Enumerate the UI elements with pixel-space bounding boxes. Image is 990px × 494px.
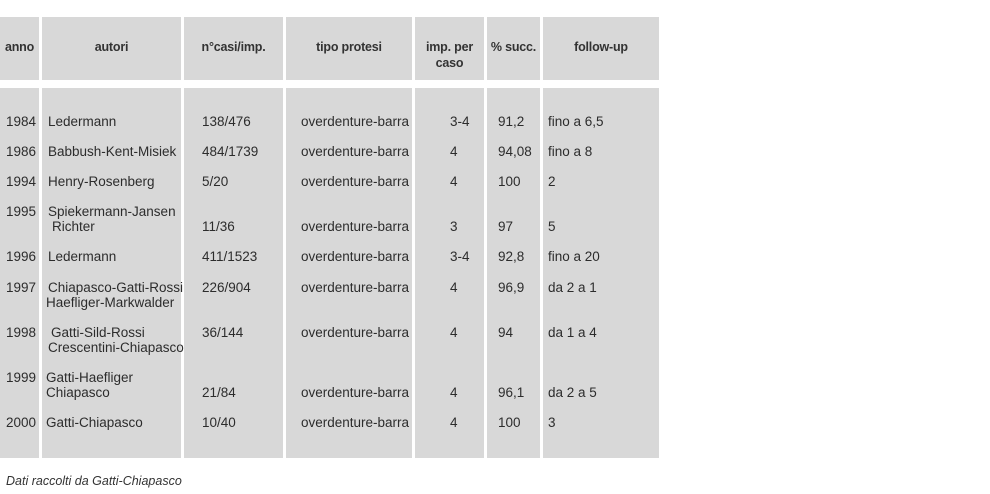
header-follow-up: follow-up <box>543 17 659 80</box>
cell-ncasi: 138/476 <box>202 114 251 129</box>
cell-follow: fino a 20 <box>548 249 600 264</box>
cell-ncasi: 11/36 <box>202 219 235 234</box>
cell-tipo: overdenture-barra <box>301 249 410 264</box>
cell-follow: 5 <box>548 219 556 234</box>
cell-imp: 4 <box>450 385 458 400</box>
cell-anno: 1996 <box>6 249 37 264</box>
cell-imp: 4 <box>450 144 458 159</box>
cell-succ: 96,9 <box>498 280 525 295</box>
cell-anno: 1999 <box>6 370 37 385</box>
cell-tipo: overdenture-barra <box>301 385 410 400</box>
cell-succ: 91,2 <box>498 114 525 129</box>
cell-follow: da 2 a 5 <box>548 385 597 400</box>
cell-autori: Spiekermann-Jansen <box>48 204 176 219</box>
cell-imp: 4 <box>450 325 458 340</box>
cell-anno: 1997 <box>6 280 37 295</box>
header-ncasi: n°casi/imp. <box>184 17 283 80</box>
cell-succ: 100 <box>498 174 521 189</box>
cell-anno: 1984 <box>6 114 37 129</box>
cell-imp: 3 <box>450 219 458 234</box>
header-autori: autori <box>42 17 181 80</box>
cell-tipo: overdenture-barra <box>301 114 410 129</box>
header-imp-per-caso: imp. per caso <box>415 17 484 80</box>
cell-tipo: overdenture-barra <box>301 280 410 295</box>
cell-follow: da 1 a 4 <box>548 325 597 340</box>
header-anno: anno <box>0 17 39 80</box>
cell-tipo: overdenture-barra <box>301 174 410 189</box>
cell-succ: 94 <box>498 325 514 340</box>
cell-ncasi: 21/84 <box>202 385 236 400</box>
cell-autori: Henry-Rosenberg <box>48 174 155 189</box>
cell-ncasi: 5/20 <box>202 174 229 189</box>
cell-ncasi: 411/1523 <box>202 249 258 264</box>
cell-autori: Ledermann <box>48 114 117 129</box>
cell-follow: 3 <box>548 415 556 430</box>
cell-follow: fino a 6,5 <box>548 114 604 129</box>
cell-imp: 3-4 <box>450 114 470 129</box>
cell-tipo: overdenture-barra <box>301 219 410 234</box>
cell-autori: Babbush-Kent-Misiek <box>48 144 177 159</box>
cell-anno: 2000 <box>6 415 37 430</box>
cell-autori: Ledermann <box>48 249 117 264</box>
cell-autori: Gatti-Haefliger <box>46 370 134 385</box>
cell-tipo: overdenture-barra <box>301 144 410 159</box>
cell-follow: da 2 a 1 <box>548 280 597 295</box>
cell-autori: Gatti-Chiapasco <box>46 415 143 430</box>
cell-succ: 96,1 <box>498 385 525 400</box>
cell-follow: 2 <box>548 174 556 189</box>
table-caption: Dati raccolti da Gatti-Chiapasco <box>6 474 182 488</box>
cell-ncasi: 36/144 <box>202 325 244 340</box>
cell-imp: 4 <box>450 415 458 430</box>
cell-ncasi: 10/40 <box>202 415 236 430</box>
cell-follow: fino a 8 <box>548 144 593 159</box>
cell-ncasi: 226/904 <box>202 280 251 295</box>
cell-autori-line2: Richter <box>52 219 95 234</box>
cell-tipo: overdenture-barra <box>301 415 410 430</box>
results-table <box>0 17 659 458</box>
cell-anno: 1998 <box>6 325 37 340</box>
cell-anno: 1994 <box>6 174 37 189</box>
cell-succ: 97 <box>498 219 514 234</box>
cell-autori-line2: Chiapasco <box>46 385 110 400</box>
cell-autori: Chiapasco-Gatti-Rossi <box>48 280 184 295</box>
cell-succ: 94,08 <box>498 144 532 159</box>
cell-anno: 1995 <box>6 204 37 219</box>
header-succ: % succ. <box>487 17 540 80</box>
cell-succ: 92,8 <box>498 249 525 264</box>
header-tipo-protesi: tipo protesi <box>286 17 412 80</box>
cell-autori-line2: Haefliger-Markwalder <box>46 295 175 310</box>
cell-tipo: overdenture-barra <box>301 325 410 340</box>
cell-anno: 1986 <box>6 144 37 159</box>
cell-succ: 100 <box>498 415 521 430</box>
cell-imp: 4 <box>450 280 458 295</box>
cell-imp: 3-4 <box>450 249 470 264</box>
cell-autori-line2: Crescentini-Chiapasco <box>48 340 184 355</box>
cell-autori: Gatti-Sild-Rossi <box>51 325 145 340</box>
cell-imp: 4 <box>450 174 458 189</box>
cell-ncasi: 484/1739 <box>202 144 259 159</box>
